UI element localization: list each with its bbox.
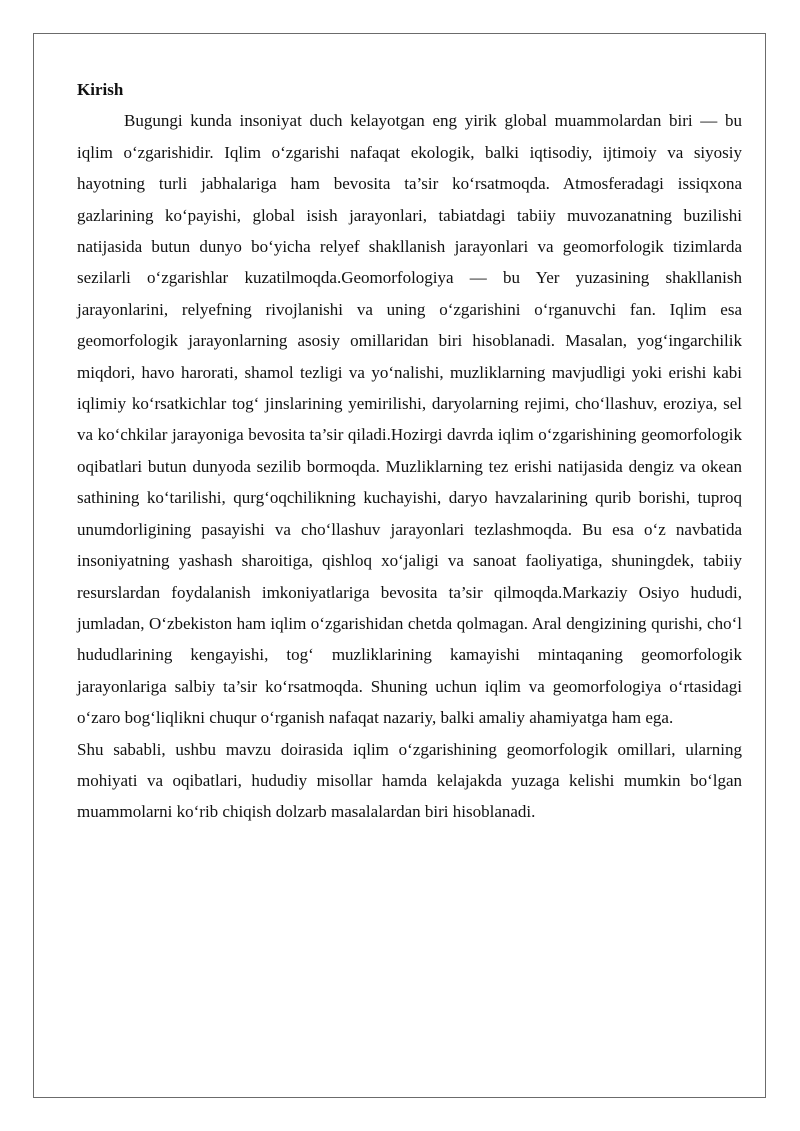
conclusion-paragraph: Shu sababli, ushbu mavzu doirasida iqlim o‘zgarishining geomorfologik omillari, ularning mohiyati va oqibatlari, hududiy misollar hamda kelajakda yuzaga kelishi mumkin bo‘lgan muammolarni ko‘rib chiqish dolzarb masalalardan biri hisoblanadi. <box>77 739 742 822</box>
intro-paragraph: Bugungi kunda insoniyat duch kelayotgan eng yirik global muammolardan biri — bu iqlim o‘zgarishidir. Iqlim o‘zgarishi nafaqat ekologik, balki iqtisodiy, ijtimoiy va siyosiy hayotning turli jabhalariga ham bevosita ta’sir ko‘rsatmoqda. Atmosferadagi issiqxona gazlarining ko‘payishi, global isish jarayonlari, tabiatdagi tabiiy muvozanatning buzilishi natijasida butun dunyo bo‘yicha relyef shakllanish jarayonlari va geomorfologik tizimlarda sezilarli o‘zgarishlar kuzatilmoqda.Geomorfologiya — bu Yer yuzasining shakllanish jarayonlarini, relyefning rivojlanishi va uning o‘zgarishini o‘rganuvchi fan. Iqlim esa geomorfologik jarayonlarning asosiy omillaridan biri hisoblanadi. Masalan, yog‘ingarchilik miqdori, havo harorati, shamol tezligi va yo‘nalishi, muzliklarning mavjudligi yoki erishi kabi iqlimiy ko‘rsatkichlar tog‘ jinslarining yemirilishi, daryolarning rejimi, cho‘llashuv, eroziya, sel va ko‘chkilar jarayoniga bevosita ta’sir qiladi.Hozirgi davrda iqlim o‘zgarishining geomorfologik oqibatlari butun dunyoda sezilib bormoqda. Muzliklarning tez erishi natijasida dengiz va okean sathining ko‘tarilishi, qurg‘oqchilikning kuchayishi, daryo havzalarining qurib borishi, tuproq unumdorligining pasayishi va cho‘llashuv jarayonlari tezlashmoqda. Bu esa o‘z navbatida insoniyatning yashash sharoitiga, qishloq xo‘jaligi va sanoat faoliyatiga, shuningdek, tabiiy resurslardan foydalanish imkoniyatlariga bevosita ta’sir qilmoqda.Markaziy Osiyo hududi, jumladan, O‘zbekiston ham iqlim o‘zgarishidan chetda qolmagan. Aral dengizining qurishi, cho‘l hududlarining kengayishi, tog‘ muzliklarining kamayishi mintaqaning geomorfologik jarayonlariga salbiy ta’sir ko‘rsatmoqda. Shuning uchun iqlim va geomorfologiya o‘rtasidagi o‘zaro bog‘liqlikni chuqur o‘rganish nafaqat nazariy, balki amaliy ahamiyatga ham ega. <box>77 111 742 728</box>
document-body <box>77 74 742 828</box>
section-heading: Kirish <box>77 80 124 99</box>
